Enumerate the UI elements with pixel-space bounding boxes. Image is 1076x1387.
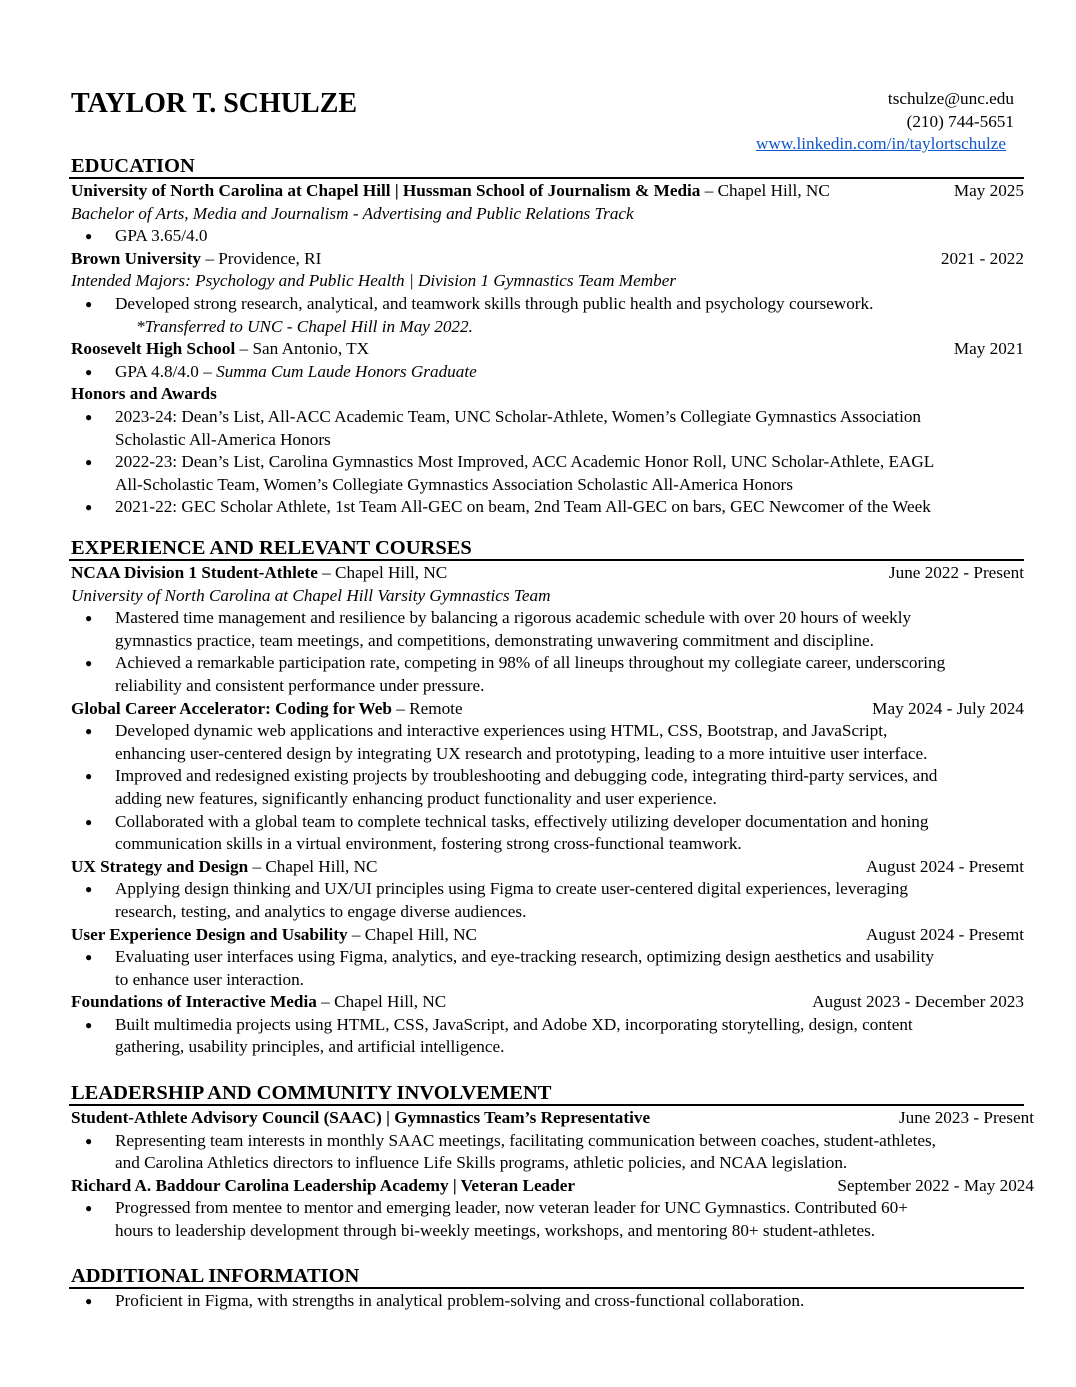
transfer-note: *Transferred to UNC - Chapel Hill in May 2022. (136, 316, 473, 336)
section-heading: EDUCATION (69, 154, 1024, 179)
list-item (71, 765, 1024, 810)
list-item (71, 406, 1024, 451)
list-item (71, 1197, 1024, 1242)
list-item (71, 720, 1024, 765)
entry-detail: Intended Majors: Psychology and Public Health | Division 1 Gymnastics Team Member (71, 271, 677, 291)
text-line: ● Applying design thinking and UX/UI principles using Figma to create user-centered digital experiences, leveraging (115, 879, 908, 899)
text-line: – Chapel Hill, NC (316, 992, 447, 1012)
leadership-section (71, 1081, 1034, 1243)
text-line: adding new features, significantly enhancing product functionality and user experience. (115, 788, 717, 808)
text-line: ● 2023-24: Dean’s List, All-ACC Academic Team, UNC Scholar-Athlete, Women’s Collegiate Gymnastics Association (115, 406, 922, 426)
section-heading: LEADERSHIP AND COMMUNITY INVOLVEMENT (69, 1081, 1024, 1106)
entry-date: September 2022 - May 2024 (837, 1175, 1034, 1195)
text-line: and Carolina Athletics directors to influence Life Skills programs, athletic policies, and NCAA legislation. (115, 1153, 848, 1173)
text-line: GPA 4.8/4.0 – (115, 361, 217, 381)
text-line: ● Progressed from mentee to mentor and emerging leader, now veteran leader for UNC Gymnastics. Contributed 60+ (115, 1198, 908, 1218)
entry-date: May 2024 - July 2024 (872, 698, 1024, 718)
text-line: gymnastics practice, team meetings, and competitions, demonstrating unwavering commitment and discipline. (115, 630, 874, 650)
list-item (71, 946, 1024, 991)
list-item (71, 1014, 1024, 1059)
list-item (71, 652, 1024, 697)
school-name: Roosevelt High School (71, 339, 236, 359)
education-entry-unc (71, 180, 1024, 203)
list-item (71, 361, 1024, 384)
leadership-entry (71, 1175, 1034, 1198)
text-line: All-Scholastic Team, Women’s Collegiate Gymnastics Association Scholastic All-America Honors (115, 474, 793, 494)
list-item: ● GPA 3.65/4.0 (71, 225, 1024, 248)
entry-date: August 2024 - Presemt (865, 924, 1024, 944)
list-item (71, 451, 1024, 496)
experience-entry (71, 698, 1024, 721)
entry-title: Student-Athlete Advisory Council (SAAC) | Gymnastics Team’s Representative (71, 1108, 651, 1127)
text-line: – Remote (391, 698, 463, 718)
list-item: ● Developed strong research, analytical, and teamwork skills through public health and psychology coursework. (71, 293, 1024, 316)
entry-title: UX Strategy and Design (71, 856, 249, 876)
text-line: Summa Cum Laude Honors Graduate (216, 361, 477, 381)
email: tschulze@unc.edu (887, 89, 1014, 108)
text-line: ● Built multimedia projects using HTML, CSS, JavaScript, and Adobe XD, incorporating storytelling, design, content (115, 1014, 913, 1034)
experience-entry (71, 562, 1024, 585)
school-location: – San Antonio, TX (235, 339, 370, 359)
entry-date: June 2022 - Present (888, 563, 1024, 582)
entry-title: Richard A. Baddour Carolina Leadership Academy | Veteran Leader (71, 1175, 575, 1195)
text-line: – Chapel Hill, NC (317, 563, 448, 582)
entry-title: Global Career Accelerator: Coding for Web (71, 698, 392, 718)
experience-entry (71, 924, 1024, 947)
text-line: to enhance user interaction. (115, 969, 304, 989)
text-line: ● Mastered time management and resilience by balancing a rigorous academic schedule with over 20 hours of weekly (115, 608, 912, 628)
text-line: Scholastic All-America Honors (115, 429, 331, 449)
text-line: reliability and consistent performance under pressure. (115, 675, 485, 695)
entry-title: User Experience Design and Usability (71, 924, 348, 944)
list-item (71, 607, 1024, 652)
school-name: University of North Carolina at Chapel Hill | Hussman School of Journalism & Media (71, 181, 701, 200)
text-line: research, testing, and analytics to engage diverse audiences. (115, 901, 527, 921)
text-line: – Chapel Hill, NC (248, 856, 378, 876)
leadership-entry (71, 1107, 1034, 1130)
entry-date: August 2024 - Presemt (865, 856, 1024, 876)
linkedin-link[interactable]: www.linkedin.com/in/taylortschulze (756, 134, 1006, 153)
list-item: ● Proficient in Figma, with strengths in analytical problem-solving and cross-functional collaboration. (71, 1290, 1024, 1313)
section-heading: ADDITIONAL INFORMATION (69, 1264, 1024, 1289)
experience-section (71, 536, 1024, 1059)
school-location: – Providence, RI (201, 248, 322, 268)
text-line: ● 2021-22: GEC Scholar Athlete, 1st Team All-GEC on beam, 2nd Team All-GEC on bars, GEC Newcomer of the Week (115, 497, 931, 517)
education-section (71, 154, 1024, 519)
text-line: ● Collaborated with a global team to complete technical tasks, effectively utilizing developer documentation and honing (115, 811, 929, 831)
text-line: ● Representing team interests in monthly SAAC meetings, facilitating communication between coaches, student-athletes, (115, 1130, 936, 1150)
entry-subtitle: University of North Carolina at Chapel Hill Varsity Gymnastics Team (71, 585, 551, 605)
entry-title: NCAA Division 1 Student-Athlete (71, 563, 318, 582)
text-line: ● Developed dynamic web applications and interactive experiences using HTML, CSS, Bootstrap, and JavaScript, (115, 721, 888, 741)
list-item (71, 878, 1024, 923)
text-line: gathering, usability principles, and artificial intelligence. (115, 1037, 505, 1057)
phone: (210) 744-5651 (906, 111, 1014, 131)
contact-info (756, 88, 1014, 156)
text-line: enhancing user-centered design by integrating UX research and prototyping, leading to a more intuitive user interface. (115, 743, 928, 763)
section-heading: EXPERIENCE AND RELEVANT COURSES (69, 536, 1024, 561)
entry-date: May 2021 (953, 339, 1024, 359)
entry-date: June 2023 - Present (898, 1108, 1034, 1127)
list-item (71, 811, 1024, 856)
degree: Bachelor of Arts, Media and Journalism - Advertising and Public Relations Track (71, 203, 634, 223)
experience-entry (71, 856, 1024, 879)
education-entry-roosevelt (71, 338, 1024, 361)
education-entry-brown (71, 248, 1024, 271)
candidate-name: TAYLOR T. SCHULZE (71, 88, 358, 119)
honors-heading: Honors and Awards (71, 384, 217, 404)
entry-title: Foundations of Interactive Media (71, 992, 317, 1012)
school-location: – Chapel Hill, NC (700, 181, 830, 200)
text-line: – Chapel Hill, NC (347, 924, 477, 944)
text-line: ● Achieved a remarkable participation rate, competing in 98% of all lineups throughout my collegiate career, underscoring (115, 653, 946, 673)
experience-entry (71, 991, 1024, 1014)
entry-date: May 2025 (953, 181, 1024, 200)
text-line: hours to leadership development through bi-weekly meetings, workshops, and mentoring 80+ student-athletes. (115, 1220, 876, 1240)
text-line: communication skills in a virtual environment, fostering strong cross-functional teamwork. (115, 834, 742, 854)
text-line: ● 2022-23: Dean’s List, Carolina Gymnastics Most Improved, ACC Academic Honor Roll, UNC Scholar-Athlete, EAGL (115, 452, 935, 472)
additional-section (71, 1264, 1024, 1313)
entry-date: August 2023 - December 2023 (812, 992, 1024, 1012)
entry-date: 2021 - 2022 (940, 248, 1024, 268)
list-item (71, 496, 1024, 519)
text-line: ● Evaluating user interfaces using Figma, analytics, and eye-tracking research, optimizing design aesthetics and usability (115, 947, 935, 967)
text-line: ● Improved and redesigned existing projects by troubleshooting and debugging code, integrating third-party services, and (115, 766, 938, 786)
list-item (71, 1130, 1024, 1175)
school-name: Brown University (71, 248, 202, 268)
